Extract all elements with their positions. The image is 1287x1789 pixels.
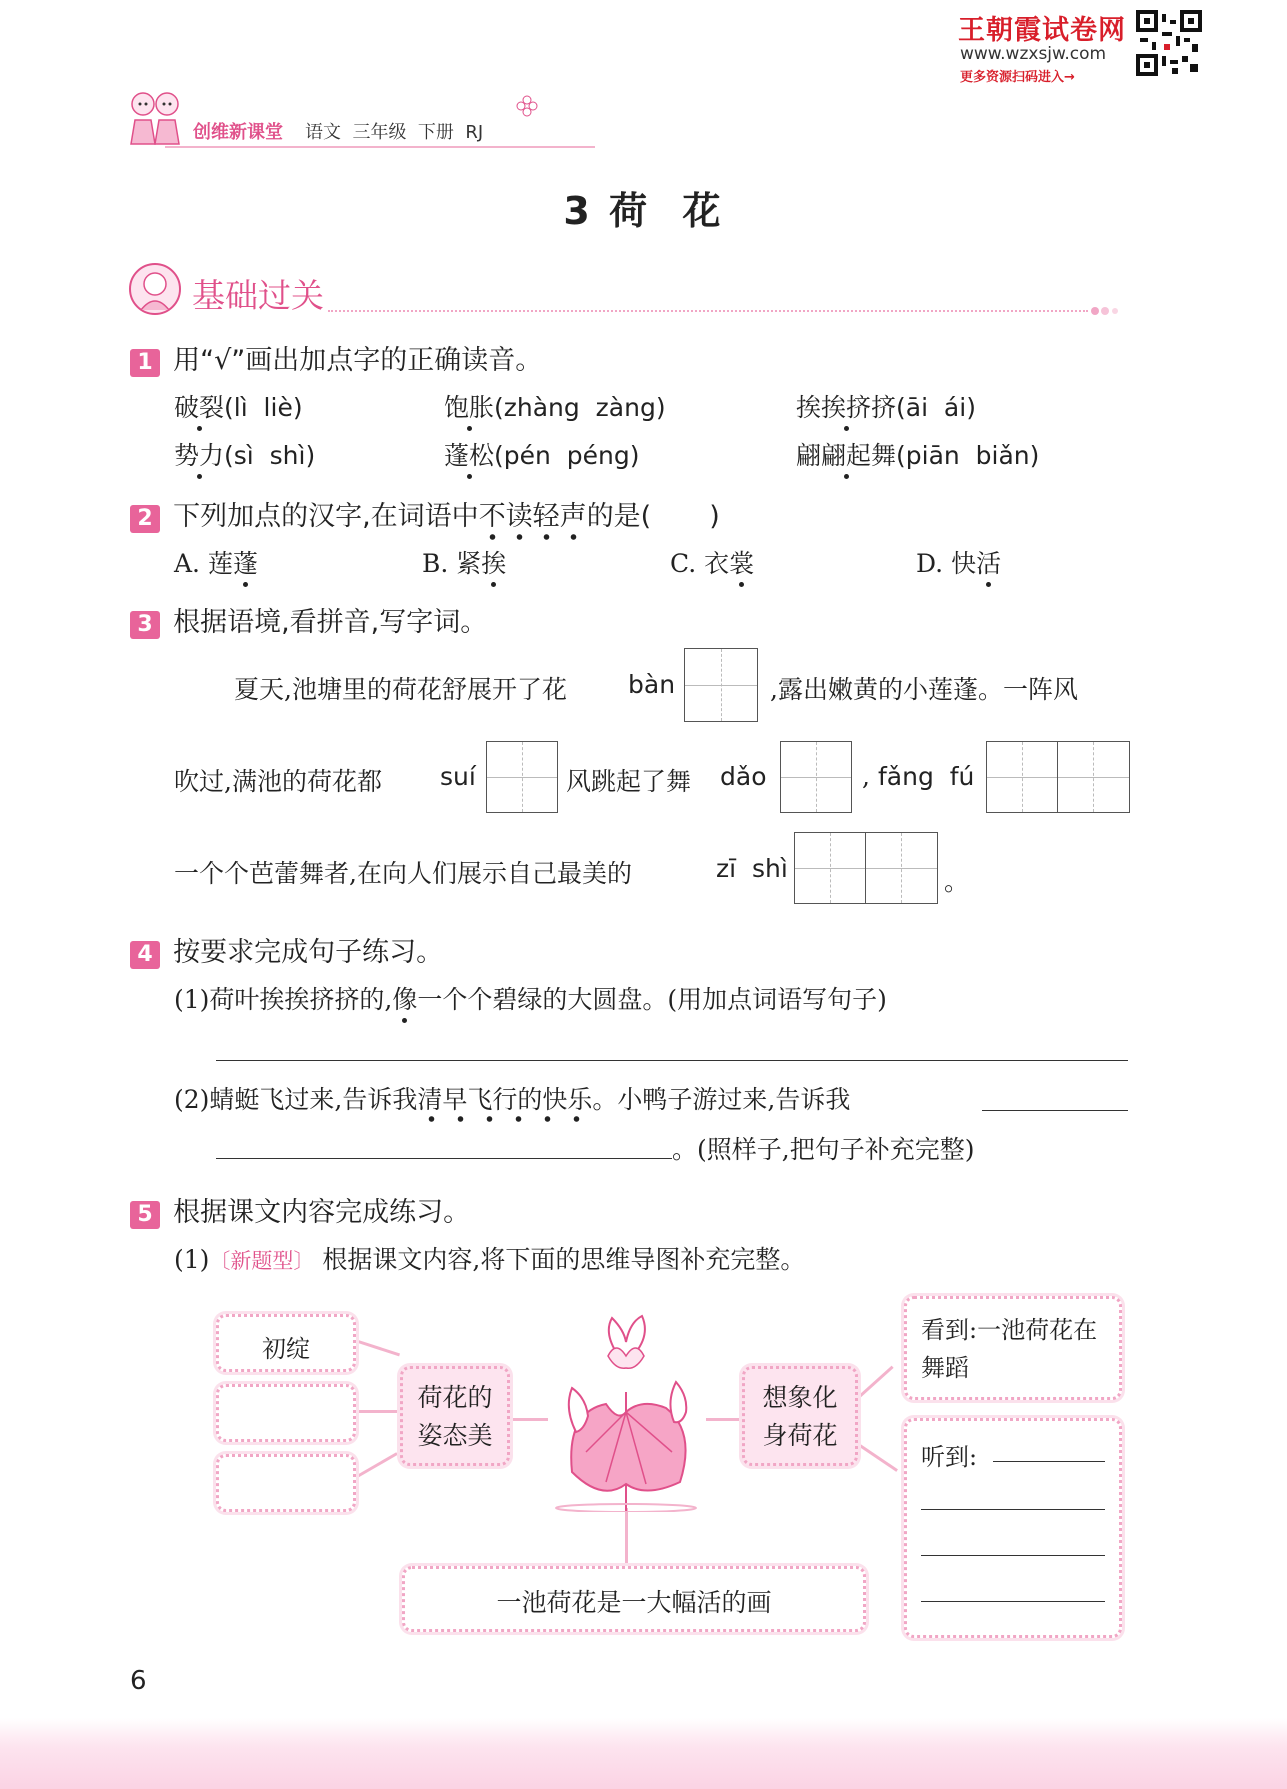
section-title: 基础过关	[192, 276, 324, 315]
mm-answer-line[interactable]	[921, 1509, 1105, 1510]
q2-prompt: 下列加点的汉字,在词语中不读轻声的是( )	[173, 501, 720, 532]
q3-line1-a: 夏天,池塘里的荷花舒展开了花	[234, 675, 567, 704]
q1-header	[130, 338, 542, 377]
mm-left-box-3[interactable]	[216, 1454, 356, 1512]
q2-option[interactable]: C. 衣裳	[670, 544, 754, 580]
q4-sentence2: (2)蜻蜓飞过来,告诉我清早飞行的快乐。小鸭子游过来,告诉我	[174, 1080, 850, 1116]
q3-line3-b: 。	[944, 867, 970, 896]
lotus-illustration	[546, 1312, 706, 1512]
q3-answer-box-fangfu[interactable]	[986, 741, 1130, 813]
q3-line2-a: 吹过,满池的荷花都	[174, 767, 382, 796]
q5-sub-question: (1)〔新题型〕 根据课文内容,将下面的思维导图补充完整。	[174, 1245, 806, 1274]
mm-connector	[352, 1338, 400, 1356]
q2-header	[130, 494, 720, 533]
mm-connector	[625, 1508, 628, 1564]
watermark-url: www.wzxsjw.com	[960, 44, 1107, 64]
q1-item	[796, 436, 1039, 472]
q3-answer-box-dao[interactable]	[780, 741, 852, 813]
q4-prompt: 按要求完成句子练习。	[173, 937, 444, 968]
mm-answer-line[interactable]	[921, 1555, 1105, 1556]
mm-connector	[853, 1366, 894, 1403]
mm-connector	[351, 1452, 398, 1481]
q3-number: 3	[130, 611, 160, 639]
q1-pinyin: (pén péng)	[494, 441, 640, 470]
q1-pinyin: (piān biǎn)	[896, 441, 1040, 470]
q1-word: 翩翩起舞	[796, 436, 896, 472]
q2-option[interactable]: B. 紧挨	[422, 544, 506, 580]
qr-code-icon	[1136, 10, 1202, 76]
mm-center-left-box: 荷花的姿态美	[400, 1366, 510, 1466]
subject-info: 语文 三年级 下册 RJ	[305, 122, 484, 143]
mm-connector	[352, 1410, 400, 1413]
q1-prompt: 用“√”画出加点字的正确读音。	[173, 345, 543, 376]
q3-pinyin-fangfu: fǎng fú	[878, 762, 975, 791]
header	[125, 86, 605, 156]
watermark-sub: 更多资源扫码进入→	[960, 70, 1075, 85]
q3-answer-box-zishi[interactable]	[794, 832, 938, 904]
q4-sentence1: (1)荷叶挨挨挤挤的,像一个个碧绿的大圆盘。(用加点词语写句子)	[174, 980, 887, 1016]
q4-answer-line2[interactable]	[982, 1110, 1128, 1111]
q3-header	[130, 600, 487, 639]
q4-dotted-phrase: 清早飞行的快乐	[417, 1085, 592, 1123]
mm-connector	[706, 1418, 742, 1421]
q3-answer-box-ban[interactable]	[684, 648, 758, 722]
kids-mascot-icon	[125, 86, 187, 148]
q2-number: 2	[130, 505, 160, 533]
new-type-tag: 〔新题型〕	[209, 1249, 315, 1273]
q3-line2-b: 风跳起了舞	[566, 767, 692, 796]
q5-header	[130, 1190, 470, 1229]
q1-item	[444, 436, 639, 472]
q1-number: 1	[130, 349, 160, 377]
q2-dotted-phrase: 不读轻声	[479, 501, 587, 541]
header-rule	[165, 146, 595, 148]
mm-bottom-box: 一池荷花是一大幅活的画	[402, 1566, 866, 1632]
mm-left-box-1: 初绽	[216, 1314, 356, 1372]
page-number: 6	[130, 1666, 147, 1696]
page-title: 3 荷 花	[563, 189, 724, 233]
footer-band	[0, 1718, 1287, 1789]
watermark	[958, 8, 1258, 85]
q3-pinyin-sui: suí	[440, 762, 476, 791]
q2-option[interactable]: D. 快活	[916, 544, 1001, 580]
mm-answer-line[interactable]	[921, 1601, 1105, 1602]
q3-answer-box-sui[interactable]	[486, 741, 558, 813]
q1-pinyin: (zhàng zàng)	[494, 393, 666, 422]
q1-item	[444, 388, 666, 424]
q1-word: 饱胀	[444, 388, 494, 424]
q3-line1-b: ,露出嫩黄的小莲蓬。一阵风	[770, 675, 1078, 704]
q1-word: 蓬松	[444, 436, 494, 472]
q3-pinyin-dao: dǎo	[720, 762, 767, 791]
mm-connector	[853, 1440, 898, 1472]
q1-item	[796, 388, 976, 424]
mm-answer-line[interactable]	[993, 1461, 1105, 1462]
q3-line3-a: 一个个芭蕾舞者,在向人们展示自己最美的	[174, 859, 632, 888]
q3-pinyin-zishi: zī shì	[716, 854, 788, 883]
q4-header	[130, 930, 443, 969]
q1-word: 挨挨挤挤	[796, 388, 896, 424]
q1-pinyin: (lì liè)	[224, 393, 303, 422]
q1-item	[174, 388, 303, 424]
q4-answer-line1[interactable]	[216, 1060, 1128, 1061]
q1-pinyin: (āi ái)	[896, 393, 976, 422]
girl-avatar-icon	[128, 262, 182, 316]
q1-item	[174, 436, 315, 472]
q3-prompt: 根据语境,看拼音,写字词。	[173, 607, 488, 638]
q1-word: 破裂	[174, 388, 224, 424]
q4-answer-line3[interactable]	[216, 1158, 672, 1159]
mm-left-box-2[interactable]	[216, 1384, 356, 1442]
q4-instruction2: 。(照样子,把句子补充完整)	[672, 1135, 975, 1164]
brand-name: 创维新课堂	[193, 122, 283, 143]
q3-pinyin-ban: bàn	[628, 670, 676, 699]
watermark-title: 王朝霞试卷网	[958, 15, 1126, 46]
section-header	[128, 262, 1128, 318]
mm-center-right-box: 想象化身荷花	[742, 1366, 858, 1466]
section-divider	[328, 310, 1088, 312]
q1-word: 势力	[174, 436, 224, 472]
mm-right-bottom-box: 听到:	[904, 1418, 1122, 1638]
q4-number: 4	[130, 941, 160, 969]
mm-connector	[508, 1418, 548, 1421]
q2-option[interactable]: A. 莲蓬	[174, 544, 258, 580]
q3-line2-c: ,	[862, 762, 870, 791]
flower-decoration-icon	[515, 94, 539, 118]
q1-pinyin: (sì shì)	[224, 441, 316, 470]
q5-number: 5	[130, 1201, 160, 1229]
mm-right-top-box: 看到:一池荷花在舞蹈	[904, 1296, 1122, 1400]
dots-decoration-icon	[1090, 304, 1120, 318]
q5-prompt: 根据课文内容完成练习。	[173, 1197, 471, 1228]
